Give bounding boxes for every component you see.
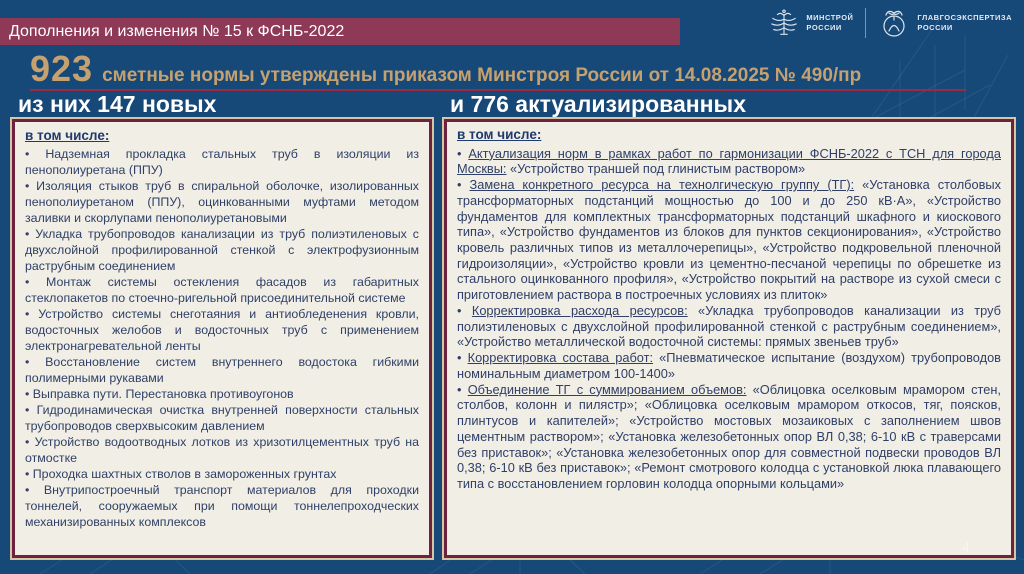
list-item	[457, 382, 1001, 492]
list-item: • Изоляция стыков труб в спиральной оболочке, изолированных пенополиуретаном (ППУ), оцинкованными муфтами методом заливки и скорлупами пенополиуретановыми	[25, 178, 419, 226]
glavgos-line2: РОССИИ	[917, 23, 953, 32]
list-item-lead: Замена конкретного ресурса на технолгическую группу (ТГ):	[469, 177, 855, 193]
left-box-title: в том числе:	[25, 128, 110, 143]
right-box-title: в том числе:	[457, 127, 542, 142]
list-item-text: «Установка столбовых трансформаторных подстанций мощностью до 100 и до 250 кВ·А», «Устройство фундаментов для комплектных трансформаторных подстанций шкафного и киоскового типа», «Устройство фундаментов из блоков для пунктов секционирования», «Устройство кровель различных типов из металлочерепицы», «Устройство подкровельной пленочной гидроизоляции», «Устройство кровли из цементно-песчаной черепицы по обрешетке из стального оцинкованного профиля», «Устройство покрытий на растворе из сухой смеси с приготовлением раствора в построечных условиях из плиток»	[457, 177, 1002, 303]
minstroy-line1: МИНСТРОЙ	[806, 13, 854, 23]
list-item-text: «Устройство траншей под глинистым раствором»	[506, 161, 806, 177]
left-box-list	[25, 146, 419, 530]
list-item	[457, 350, 1001, 381]
list-item	[457, 303, 1001, 350]
list-item: • Монтаж системы остекления фасадов из габаритных стеклопакетов по стоечно-ригельной присоединительной системе	[25, 274, 419, 306]
list-item: • Восстановление систем внутреннего водостока гибкими полимерными рукавами	[25, 354, 419, 386]
slide-title: Дополнения и изменения № 15 к ФСНБ-2022	[9, 23, 345, 40]
list-item: • Устройство водоотводных лотков из хризотилцементных труб на отмостке	[25, 434, 419, 466]
headline	[30, 48, 861, 90]
glavgos-emblem-icon	[878, 6, 910, 40]
list-item	[457, 177, 1001, 303]
glavgos-logo-text	[917, 13, 1012, 33]
list-item: • Надземная прокладка стальных труб в изоляции из пенополиуретана (ППУ)	[25, 146, 419, 178]
list-item-lead: Объединение ТГ с суммированием объемов:	[467, 381, 747, 397]
list-item: • Устройство системы снеготаяния и антиобледенения кровли, водосточных желобов и водосточных труб с применением электронагревательной ленты	[25, 306, 419, 354]
header-bar	[0, 18, 680, 45]
glavgos-line1: ГЛАВГОСЭКСПЕРТИЗА	[917, 13, 1012, 23]
list-item-lead: Корректировка расхода ресурсов:	[471, 302, 688, 318]
right-box-list	[457, 146, 1001, 492]
minstroy-logo	[769, 7, 853, 39]
glavgos-logo	[878, 6, 1012, 40]
minstroy-logo-text	[806, 13, 853, 33]
minstroy-line2: РОССИИ	[806, 23, 842, 32]
left-column-header: из них 147 новых	[18, 91, 217, 117]
list-item	[457, 146, 1001, 177]
logo-divider	[865, 8, 866, 38]
page-number: 4	[962, 539, 970, 555]
list-item-text: «Укладка трубопроводов канализации из труб полиэтиленовых с двухслойной профилированной стенкой с раструбным соединением», «Устройство металлической водосточной системы: прямых звеньев труб»	[457, 302, 1001, 350]
headline-number: 923	[30, 48, 94, 89]
list-item-text: «Пневматическое испытание (воздухом) трубопроводов номинальным диаметром 100-1400»	[457, 350, 1001, 381]
list-item: • Проходка шахтных стволов в замороженных грунтах	[25, 466, 419, 482]
list-item-text: «Облицовка оселковым мрамором стен, столбов, колонн и пилястр»; «Облицовка оселковым мрамором откосов, тяг, поясков, плинтусов и капителей»; «Устройство мостовых мозаиковых с заполнением швов цементным раствором»; «Установка железобетонных опор ВЛ 0,38; 6-10 кВ с траверсами без приставок»; «Установка железобетонных опор для совместной подвески проводов ВЛ 0,38; 6-10 кВ без приставок»; «Ремонт смотрового колодца с установкой люка плавающего типа с восстановлением горловин колодца опорными кольцами»	[457, 381, 1001, 492]
list-item: • Внутрипостроечный транспорт материалов для проходки тоннелей, сооружаемых при помощи тоннелепроходческих механизированных комплексов	[25, 482, 419, 530]
new-norms-box	[12, 119, 432, 558]
list-item: • Укладка трубопроводов канализации из труб полиэтиленовых с двухслойной профилированной стенкой с электрофузионным раструбным соединением	[25, 226, 419, 274]
list-item-lead: Корректировка состава работ:	[467, 350, 654, 366]
right-column-header: и 776 актуализированных	[450, 91, 746, 117]
minstroy-eagle-icon	[769, 7, 799, 39]
list-item: • Гидродинамическая очистка внутренней поверхности стальных трубопроводов сверхвысоким давлением	[25, 402, 419, 434]
updated-norms-box	[444, 119, 1014, 558]
headline-text: сметные нормы утверждены приказом Минстроя России от 14.08.2025 № 490/пр	[102, 65, 862, 86]
logo-group	[769, 3, 1012, 43]
list-item-lead: Актуализация норм в рамках работ по гармонизации ФСНБ-2022 с ТСН для города Москвы:	[457, 145, 1001, 177]
list-item: • Выправка пути. Перестановка противоугонов	[25, 386, 419, 402]
